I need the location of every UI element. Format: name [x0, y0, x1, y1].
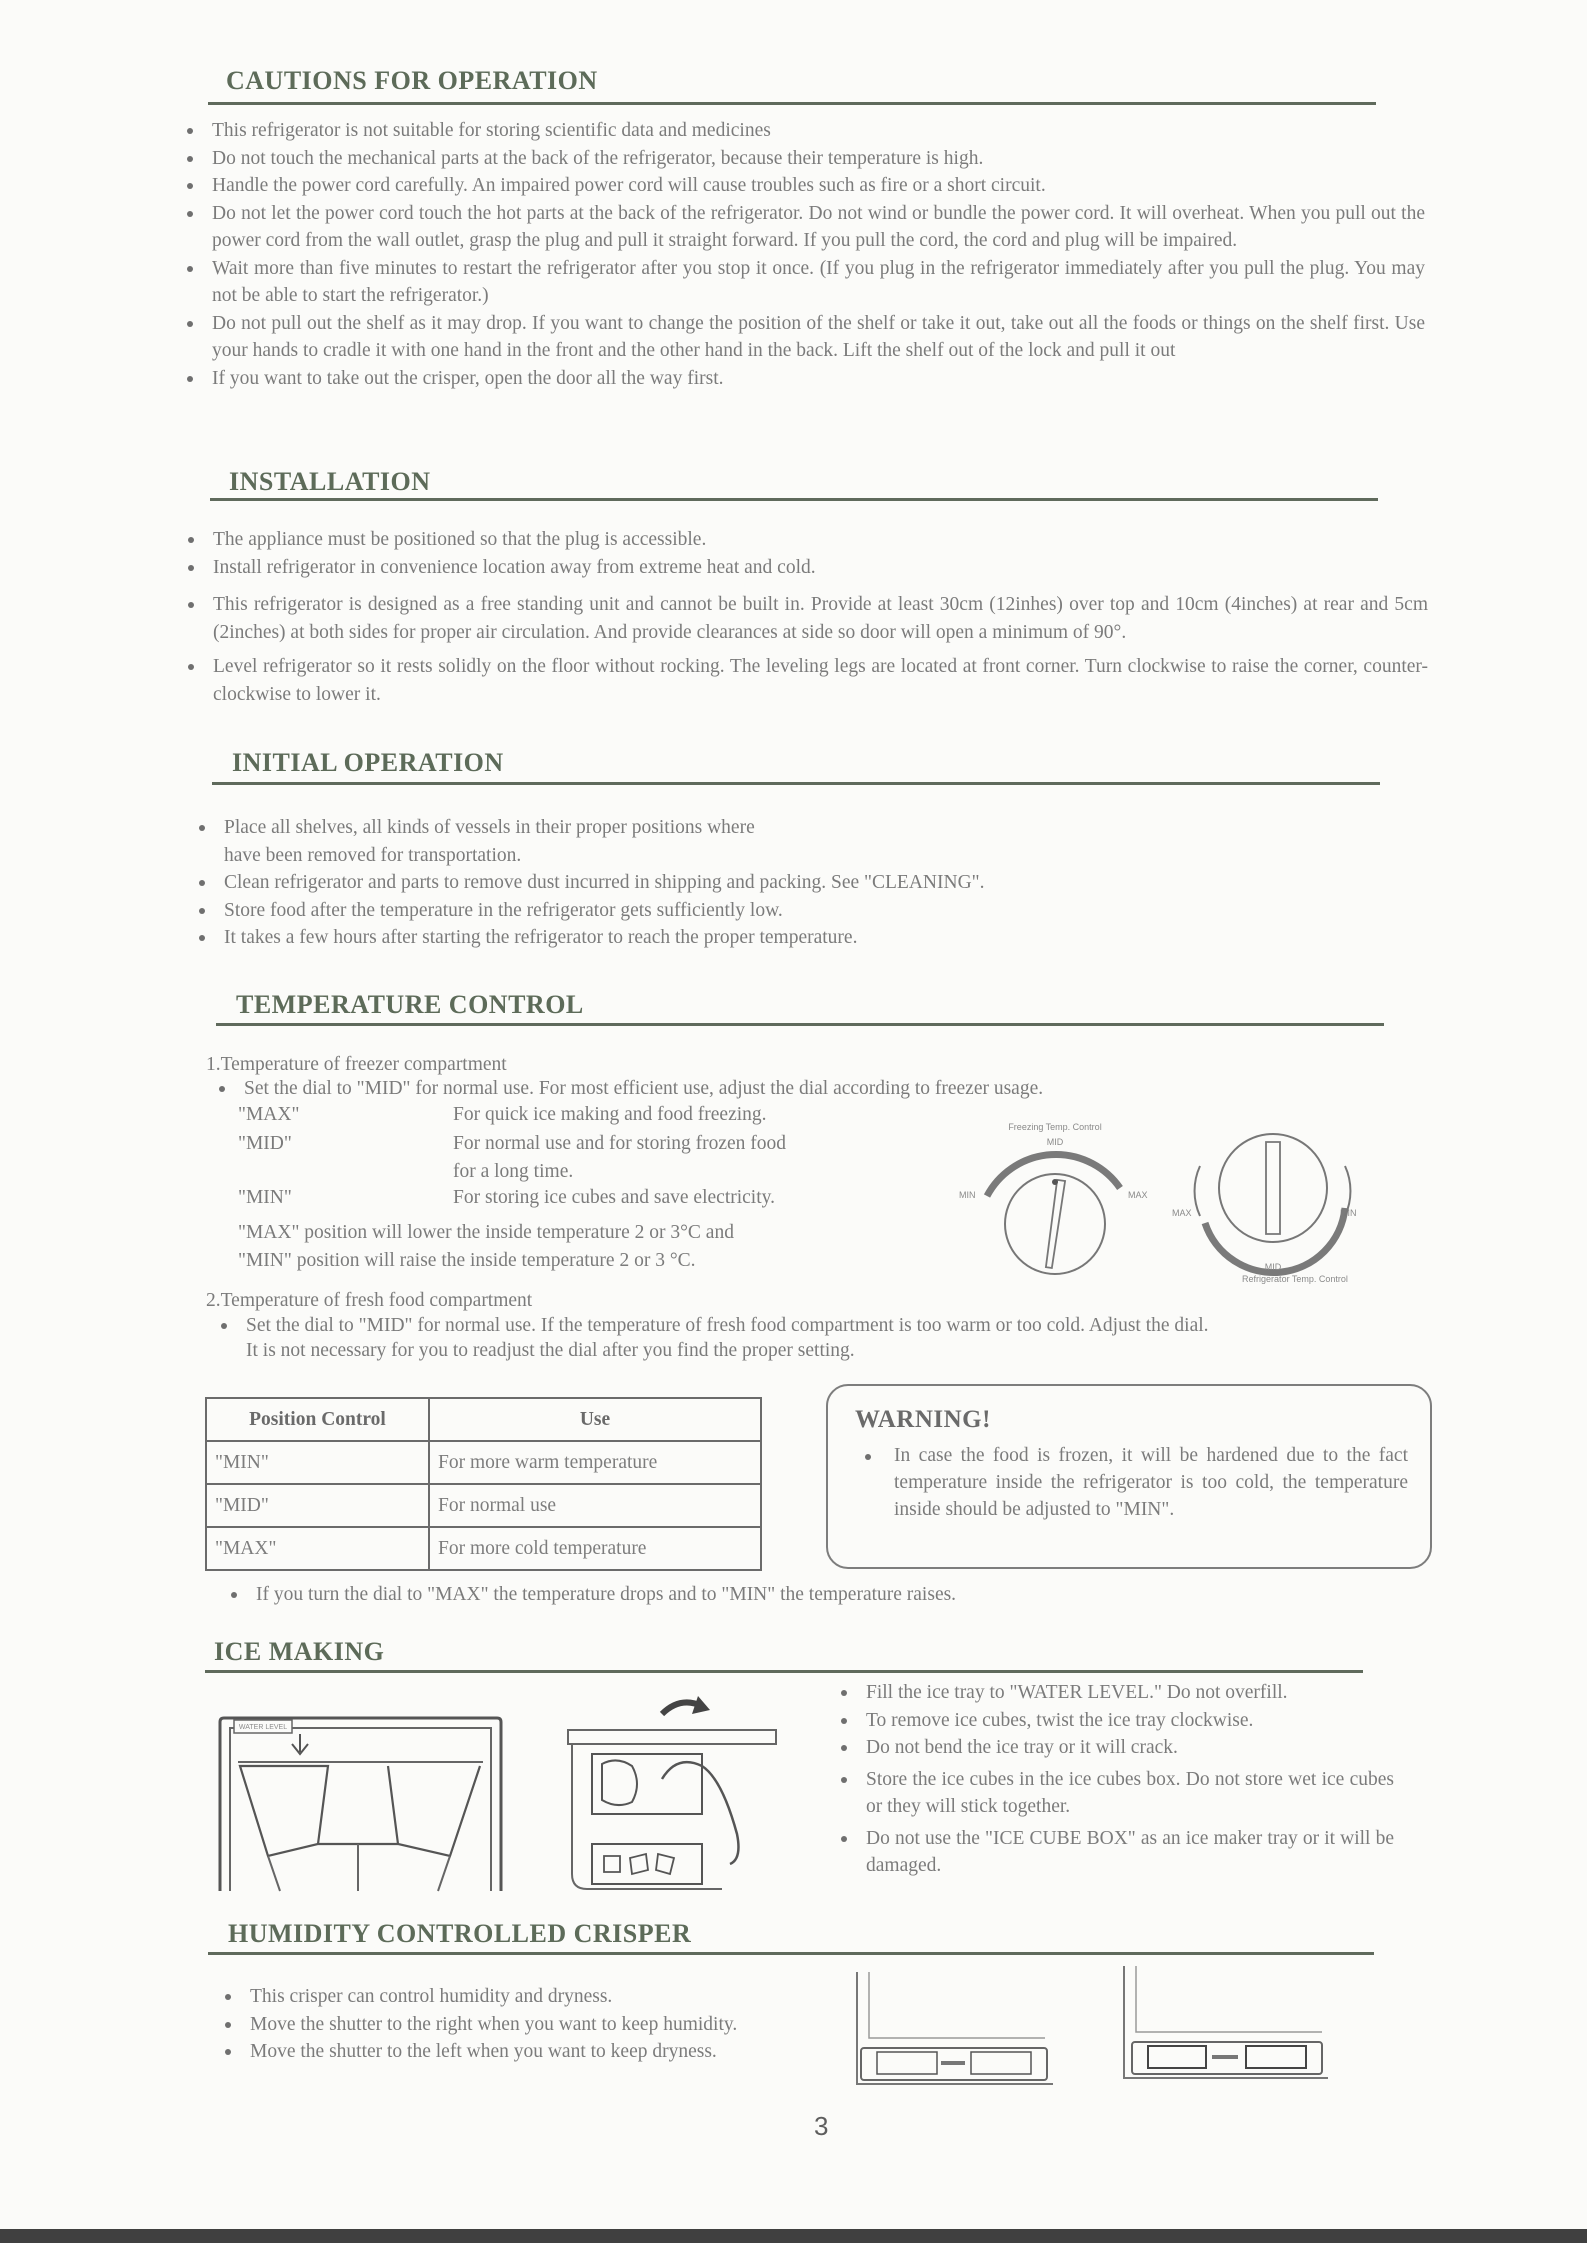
dial-knob	[1219, 1134, 1327, 1242]
shutter-vents-left	[877, 2052, 937, 2074]
warning-box	[826, 1384, 1432, 1569]
setting-term: "MAX"	[238, 1104, 300, 1125]
list-item: Wait more than five minutes to restart the refrigerator after you stop it once. (If you plug in the refrigerator immediately after you pull the plug. You may not be able to start the refrigerator.)	[212, 255, 1425, 310]
dial-grip	[1266, 1142, 1280, 1234]
ice-cubes	[604, 1854, 674, 1874]
initial-operation-heading: INITIAL OPERATION	[232, 748, 504, 777]
setting-description-continued: for a long time.	[453, 1161, 574, 1182]
crisper-inner	[869, 1972, 1045, 2038]
ice-tray-illustration	[218, 1716, 503, 1891]
cautions-heading: CAUTIONS FOR OPERATION	[226, 66, 598, 95]
list-item: Install refrigerator in convenience location away from extreme heat and cold.	[213, 554, 1428, 582]
list-item: Do not let the power cord touch the hot parts at the back of the refrigerator. Do not wind or bundle the power cord. It will overheat. When you pull out the power cord from the wall outlet, grasp the plug and pull it straight forward. If you pull the cord, the cord and plug will be impaired.	[212, 200, 1425, 255]
temperature-control-heading: TEMPERATURE CONTROL	[236, 990, 584, 1019]
list-item: Fill the ice tray to "WATER LEVEL." Do not overfill.	[866, 1679, 1394, 1707]
freezer-temp-dial-figure	[955, 1118, 1175, 1278]
freezer-compartment-heading: 1.Temperature of freezer compartment	[206, 1054, 507, 1075]
position-control-table	[205, 1397, 762, 1571]
table-cell: For more cold temperature	[429, 1527, 761, 1570]
list-item: Do not pull out the shelf as it may drop. If you want to change the position of the shelf or take it out, take out all the foods or things on the shelf first. Use your hands to cradle it with one hand in the front and the other hand in the back. Lift the shelf out of the lock and pull it out	[212, 310, 1425, 365]
shutter-vents-right	[1246, 2046, 1306, 2068]
dial-max-label: MAX	[1172, 1208, 1192, 1218]
fresh-food-compartment-heading: 2.Temperature of fresh food compartment	[206, 1290, 533, 1311]
list-item: Set the dial to "MID" for normal use. If the temperature of fresh food compartment is too warm or too cold. Adjust the dial.	[246, 1312, 1436, 1340]
table-header-row	[206, 1398, 761, 1441]
setting-term: "MID"	[238, 1133, 292, 1154]
shelf	[568, 1730, 776, 1744]
list-item: Handle the power cord carefully. An impaired power cord will cause troubles such as fire or a short circuit.	[212, 172, 1425, 200]
initial-operation-list	[224, 814, 1424, 952]
list-item: If you want to take out the crisper, open the door all the way first.	[212, 365, 1425, 393]
initial-operation-rule	[212, 782, 1380, 785]
list-item: This refrigerator is designed as a free standing unit and cannot be built in. Provide at least 30cm (12inhes) over top and 10cm (4inches) at rear and 5cm (2inches) at both sides for proper air circulation. And provide clearances at side so door will open a minimum of 90°.	[213, 591, 1428, 646]
dial-knob	[1005, 1174, 1105, 1274]
refrigerator-temp-dial-figure	[1170, 1118, 1370, 1298]
list-item: If you turn the dial to "MAX" the temperature drops and to "MIN" the temperature raises.	[256, 1581, 1356, 1609]
ice-cube	[602, 1760, 637, 1805]
crisper-rule	[208, 1952, 1374, 1955]
tray-frame-inner	[230, 1728, 491, 1891]
water-level-label: WATER LEVEL	[238, 1724, 288, 1731]
setting-term: "MIN"	[238, 1187, 292, 1208]
ice-twist-illustration	[562, 1684, 782, 1894]
list-item: Set the dial to "MID" for normal use. For most efficient use, adjust the dial according to freezer usage.	[244, 1075, 1424, 1103]
crisper-inner	[1136, 1966, 1322, 2032]
dial-caption: Refrigerator Temp. Control	[1242, 1274, 1348, 1284]
tray-frame	[220, 1718, 501, 1891]
table-cell: For more warm temperature	[429, 1441, 761, 1484]
warning-bullet	[865, 1454, 871, 1460]
warning-text: In case the food is frozen, it will be hardened due to the fact temperature inside the refrigerator is too cold, the temperature inside should be adjusted to "MIN".	[894, 1445, 1408, 1520]
temperature-control-rule	[216, 1023, 1384, 1026]
dial-max-label: MAX	[1128, 1190, 1148, 1200]
setting-description: For quick ice making and food freezing.	[453, 1104, 767, 1125]
dial-mid-label: MID	[1264, 1262, 1282, 1272]
setting-description: For storing ice cubes and save electricity.	[453, 1187, 775, 1208]
table-cell: "MAX"	[206, 1527, 429, 1570]
crisper-dryness-illustration	[855, 1972, 1055, 2087]
crisper-humidity-illustration	[1122, 1966, 1330, 2081]
dial-grip	[1045, 1180, 1065, 1268]
dial-mid-label: MID	[1046, 1137, 1064, 1147]
list-item: Move the shutter to the right when you want to keep humidity.	[250, 2011, 850, 2039]
installation-list	[213, 526, 1428, 708]
tray-cells	[240, 1766, 480, 1856]
list-item: Store food after the temperature in the refrigerator gets sufficiently low.	[224, 897, 1424, 925]
table-cell: For normal use	[429, 1484, 761, 1527]
table-row	[206, 1527, 761, 1570]
list-item: This refrigerator is not suitable for storing scientific data and medicines	[212, 117, 1425, 145]
dial-min-label: MIN	[1340, 1208, 1357, 1218]
max-position-note: "MAX" position will lower the inside temperature 2 or 3°C and	[238, 1222, 734, 1243]
scan-bottom-edge	[0, 2229, 1587, 2243]
installation-heading: INSTALLATION	[229, 467, 431, 496]
shutter-vents-right	[971, 2052, 1031, 2074]
installation-rule	[210, 498, 1378, 501]
crisper-frame	[1124, 1966, 1328, 2078]
shutter-vents-left	[1148, 2046, 1206, 2068]
list-item: Level refrigerator so it rests solidly on the floor without rocking. The leveling legs are located at front corner. Turn clockwise to raise the corner, counter-clockwise to lower it.	[213, 653, 1428, 708]
setting-description: For normal use and for storing frozen food	[453, 1133, 787, 1154]
list-item: The appliance must be positioned so that the plug is accessible.	[213, 526, 1428, 554]
ice-making-heading: ICE MAKING	[214, 1637, 385, 1666]
cautions-rule	[208, 102, 1376, 105]
list-item: Do not touch the mechanical parts at the back of the refrigerator, because their temperature is high.	[212, 145, 1425, 173]
table-header: Use	[429, 1398, 761, 1441]
fresh-food-bullet-list	[246, 1312, 1436, 1340]
list-item: This crisper can control humidity and dryness.	[250, 1983, 850, 2011]
list-item: Clean refrigerator and parts to remove dust incurred in shipping and packing. See "CLEANING".	[224, 869, 1424, 897]
dial-bracket-left	[1195, 1166, 1200, 1216]
freezer-bullet-list	[244, 1075, 1424, 1103]
cautions-list	[212, 117, 1425, 392]
crisper-heading: HUMIDITY CONTROLLED CRISPER	[228, 1919, 692, 1948]
list-item: Do not use the "ICE CUBE BOX" as an ice maker tray or it will be damaged.	[866, 1825, 1394, 1880]
warning-title: WARNING!	[855, 1406, 991, 1433]
dial-direction-bullet-list	[256, 1581, 1356, 1609]
table-row	[206, 1484, 761, 1527]
list-item: Do not bend the ice tray or it will crack.	[866, 1734, 1394, 1762]
table-row	[206, 1441, 761, 1484]
dial-caption: Freezing Temp. Control	[1008, 1122, 1102, 1132]
ice-making-list	[866, 1679, 1394, 1880]
list-item: Store the ice cubes in the ice cubes box. Do not store wet ice cubes or they will stick together.	[866, 1766, 1394, 1821]
water-level-arrow-icon	[292, 1734, 308, 1754]
dial-indicator	[1052, 1179, 1058, 1185]
fresh-food-note: It is not necessary for you to readjust the dial after you find the proper setting.	[246, 1340, 855, 1361]
ice-making-rule	[205, 1670, 1363, 1673]
crisper-list	[250, 1983, 850, 2066]
page-number: 3	[814, 2111, 829, 2141]
table-header: Position Control	[206, 1398, 429, 1441]
tray-legs	[268, 1844, 450, 1891]
list-item: To remove ice cubes, twist the ice tray clockwise.	[866, 1707, 1394, 1735]
list-item: Move the shutter to the left when you want to keep dryness.	[250, 2038, 850, 2066]
min-position-note: "MIN" position will raise the inside temperature 2 or 3 °C.	[238, 1250, 696, 1271]
table-cell: "MIN"	[206, 1441, 429, 1484]
dial-min-label: MIN	[959, 1190, 976, 1200]
crisper-frame	[857, 1972, 1053, 2084]
list-item: Place all shelves, all kinds of vessels in their proper positions where have been removed for transportation.	[224, 814, 794, 869]
dial-arc	[987, 1154, 1120, 1196]
list-item: It takes a few hours after starting the refrigerator to reach the proper temperature.	[224, 924, 1424, 952]
table-cell: "MID"	[206, 1484, 429, 1527]
